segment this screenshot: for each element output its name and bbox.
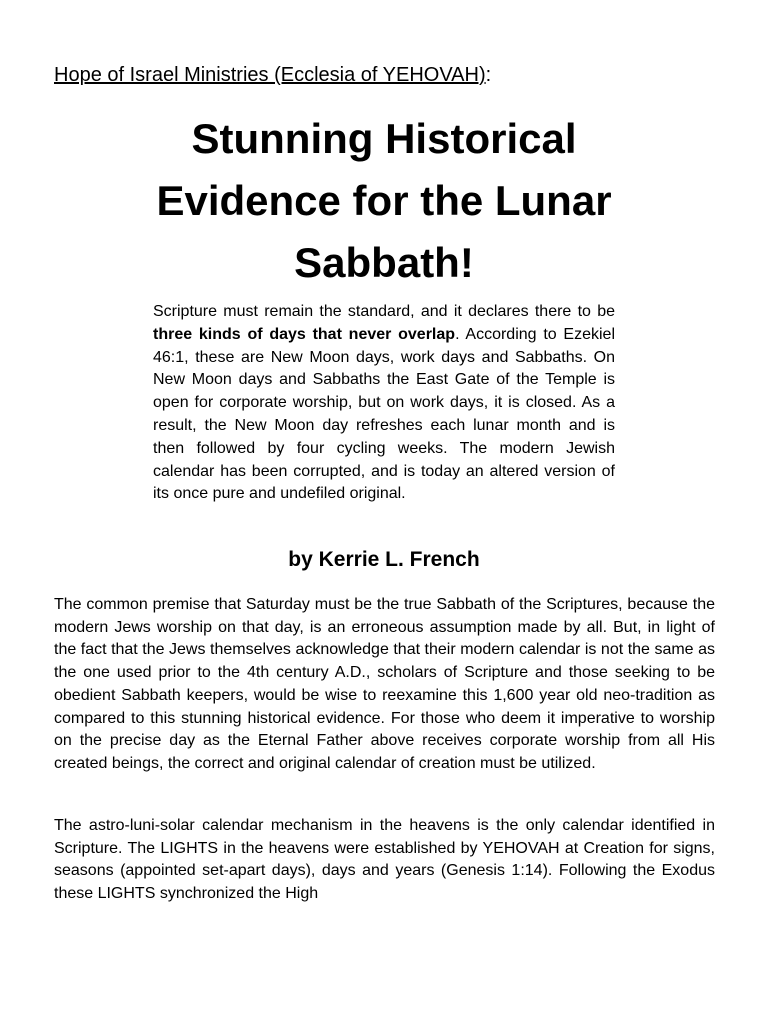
abstract-paragraph [153, 301, 615, 506]
organization-colon: : [485, 64, 492, 86]
title-line-2: Evidence for the Lunar [156, 177, 612, 224]
body-paragraph-1: The common premise that Saturday must be the true Sabbath of the Scriptures, because the modern Jews worship on that day, is an erroneous assumption made by all. But, in light of the fact that the Jews themselves acknowledge that their modern calendar is not the same as the one used prior to the 4th century A.D., scholars of Scripture and those seeking to be obedient Sabbath keepers, would be wise to reexamine this 1,600 year old neo-tradition as compared to this stunning historical evidence. For those who deem it imperative to worship on the precise day as the Eternal Father above receives corporate worship from all His created beings, the correct and original calendar of creation must be utilized. [54, 596, 715, 772]
abstract-bold-phrase: three kinds of days that never overlap [153, 325, 456, 343]
page-title [100, 108, 668, 294]
body-paragraph-2: The astro-luni-solar calendar mechanism in the heavens is the only calendar identified in Scripture. The LIGHTS in the heavens were established by YEHOVAH at Creation for signs, seasons (appointed set-apart days), days and years (Genesis 1:14). Following the Exodus these LIGHTS synchronized the High [54, 817, 715, 903]
abstract-text-start: Scripture must remain the standard, and it declares there to be [153, 303, 615, 320]
author-byline: by Kerrie L. French [288, 548, 480, 571]
title-line-1: Stunning Historical [191, 115, 577, 162]
organization-name: Hope of Israel Ministries (Ecclesia of YEHOVAH) [54, 64, 486, 86]
title-line-3: Sabbath! [294, 239, 474, 286]
organization-header [54, 62, 491, 88]
abstract-text-end: . According to Ezekiel 46:1, these are New Moon days, work days and Sabbaths. On New Moon days and Sabbaths the East Gate of the Temple is open for corporate worship, but on work days, it is closed. As a result, the New Moon day refreshes each lunar month and is then followed by four cycling weeks. The modern Jewish calendar has been corrupted, and is today an altered version of its once pure and undefiled original. [153, 325, 616, 503]
